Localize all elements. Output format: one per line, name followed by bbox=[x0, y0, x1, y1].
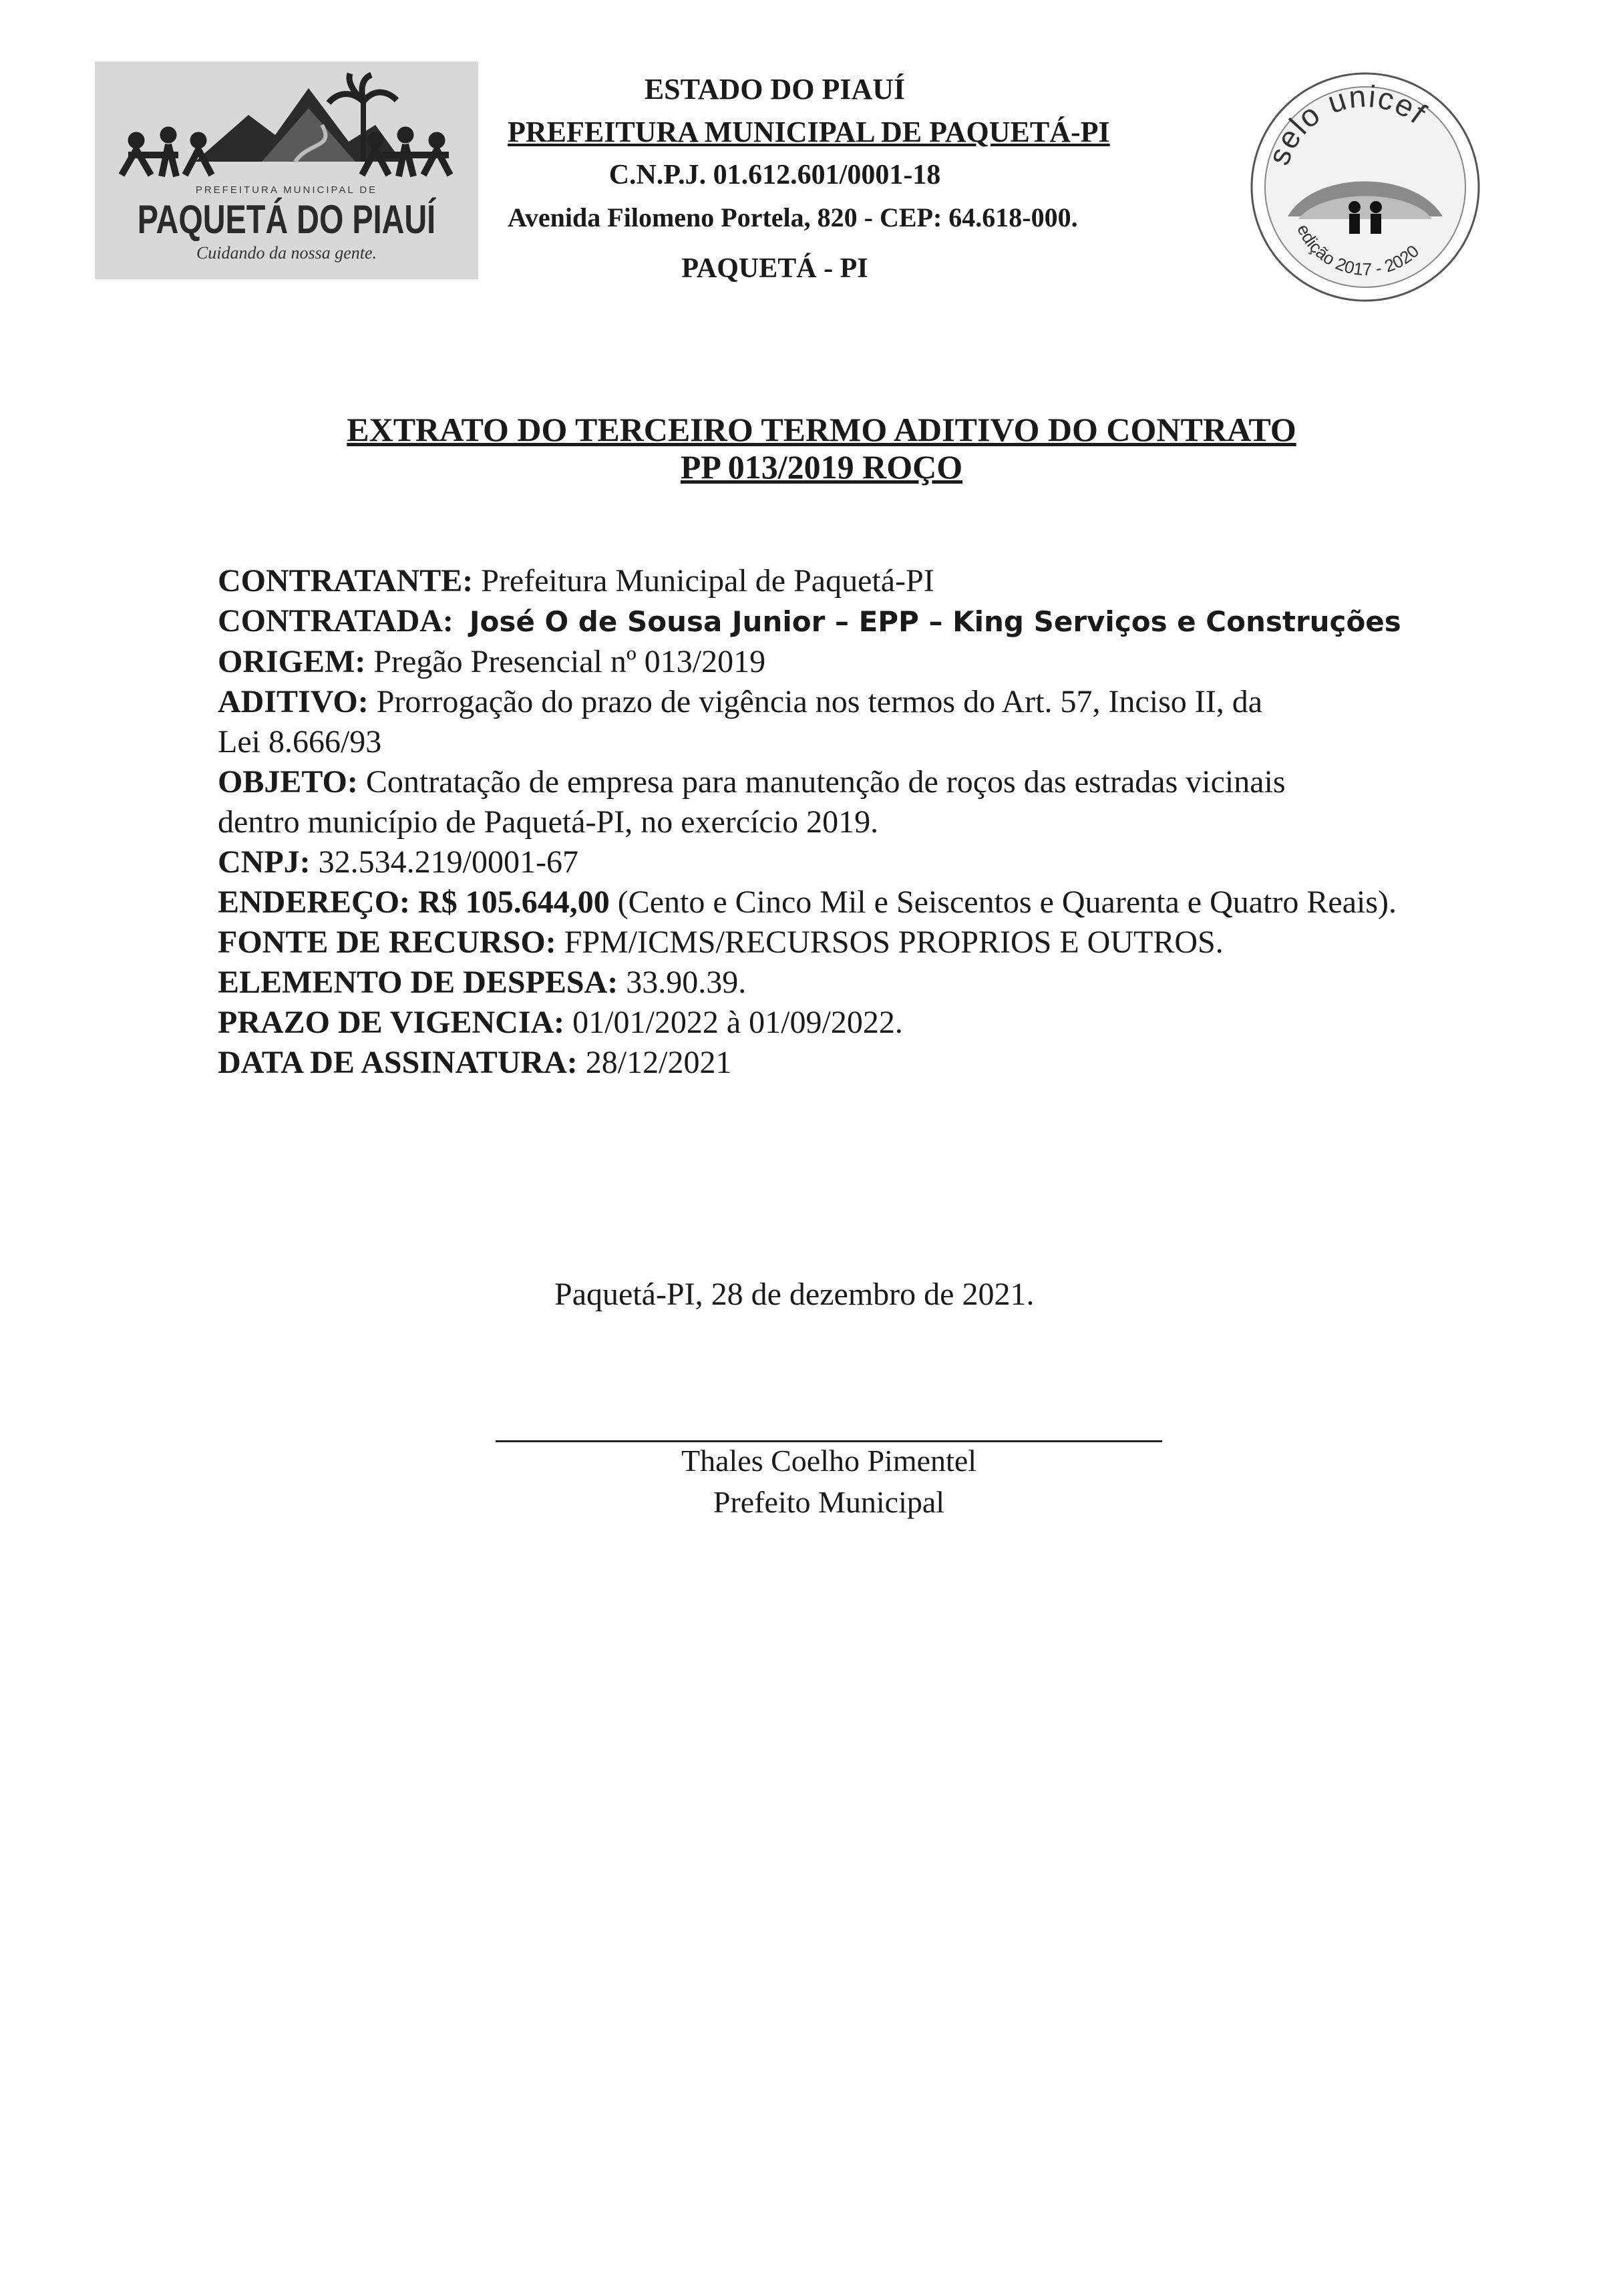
field-aditivo-cont bbox=[218, 722, 1527, 762]
elemento-label: ELEMENTO DE DESPESA: bbox=[218, 965, 618, 1000]
aditivo-value-line2: Lei 8.666/93 bbox=[218, 724, 382, 760]
signer-role: Prefeito Municipal bbox=[713, 1485, 945, 1519]
field-aditivo bbox=[218, 682, 1527, 722]
logo-small-text: PREFEITURA MUNICIPAL DE bbox=[195, 184, 378, 196]
origem-value: Pregão Presencial nº 013/2019 bbox=[365, 644, 766, 679]
contratante-label: CONTRATANTE: bbox=[218, 563, 474, 599]
fonte-value: FPM/ICMS/RECURSOS PROPRIOS E OUTROS. bbox=[556, 925, 1224, 960]
field-origem bbox=[218, 642, 1527, 682]
field-data bbox=[218, 1043, 1527, 1083]
field-contratante bbox=[218, 561, 1527, 601]
document-title: EXTRATO DO TERCEIRO TERMO ADITIVO DO CONTRATO bbox=[347, 411, 1296, 448]
seal-top-text: selo unicef bbox=[1260, 78, 1434, 170]
field-endereco bbox=[218, 882, 1527, 923]
field-objeto bbox=[218, 762, 1527, 802]
mountains-people-emblem-icon bbox=[95, 61, 478, 188]
objeto-label: OBJETO: bbox=[218, 764, 358, 800]
cnpj-label: CNPJ: bbox=[218, 844, 311, 880]
cnpj-value: 32.534.219/0001-67 bbox=[310, 844, 578, 880]
header-city: PAQUETÁ - PI bbox=[681, 253, 868, 284]
contratada-label: CONTRATADA: bbox=[218, 603, 454, 639]
field-cnpj bbox=[218, 842, 1527, 882]
prazo-value: 01/01/2022 à 01/09/2022. bbox=[564, 1005, 903, 1040]
header-cnpj: C.N.P.J. 01.612.601/0001-18 bbox=[608, 160, 941, 190]
fonte-label: FONTE DE RECURSO: bbox=[218, 925, 556, 960]
unicef-seal-emblem-icon bbox=[1248, 69, 1483, 305]
unicef-seal bbox=[1248, 69, 1483, 305]
field-elemento bbox=[218, 963, 1527, 1003]
document-subtitle: PP 013/2019 ROÇO bbox=[680, 448, 963, 486]
header-prefecture: PREFEITURA MUNICIPAL DE PAQUETÁ-PI bbox=[508, 116, 1110, 148]
endereco-value: (Cento e Cinco Mil e Seiscentos e Quarenta e Quatro Reais). bbox=[609, 884, 1397, 920]
endereco-label: ENDEREÇO: R$ 105.644,00 bbox=[218, 884, 610, 920]
place-and-date: Paquetá-PI, 28 de dezembro de 2021. bbox=[554, 1277, 1035, 1312]
signer-name: Thales Coelho Pimentel bbox=[681, 1444, 977, 1478]
aditivo-value-line1: Prorrogação do prazo de vigência nos termos do Art. 57, Inciso II, da bbox=[368, 684, 1263, 719]
field-fonte bbox=[218, 923, 1527, 963]
signature-line bbox=[496, 1440, 1162, 1442]
logo-city-name: PAQUETÁ DO PIAUÍ bbox=[137, 197, 436, 242]
header-address: Avenida Filomeno Portela, 820 - CEP: 64.618-000. bbox=[508, 202, 1078, 232]
contratante-value: Prefeitura Municipal de Paquetá-PI bbox=[473, 563, 934, 599]
data-value: 28/12/2021 bbox=[577, 1045, 732, 1080]
seal-bottom-text: edição 2017 - 2020 bbox=[1293, 221, 1423, 280]
aditivo-label: ADITIVO: bbox=[218, 684, 369, 719]
objeto-value-line2: dentro município de Paquetá-PI, no exercício 2019. bbox=[218, 804, 879, 840]
origem-label: ORIGEM: bbox=[218, 644, 366, 679]
field-prazo bbox=[218, 1003, 1527, 1043]
header-state: ESTADO DO PIAUÍ bbox=[644, 73, 906, 106]
contratada-value: José O de Sousa Junior – EPP – King Serviços e Construções bbox=[469, 605, 1401, 638]
data-label: DATA DE ASSINATURA: bbox=[218, 1045, 578, 1080]
field-contratada bbox=[218, 601, 1527, 642]
logo-slogan: Cuidando da nossa gente. bbox=[196, 243, 377, 263]
objeto-value-line1: Contratação de empresa para manutenção de roços das estradas vicinais bbox=[357, 764, 1286, 800]
contract-fields bbox=[218, 561, 1527, 1083]
municipal-logo bbox=[95, 61, 478, 279]
field-objeto-cont bbox=[218, 802, 1527, 842]
prazo-label: PRAZO DE VIGENCIA: bbox=[218, 1005, 565, 1040]
elemento-value: 33.90.39. bbox=[618, 965, 747, 1000]
